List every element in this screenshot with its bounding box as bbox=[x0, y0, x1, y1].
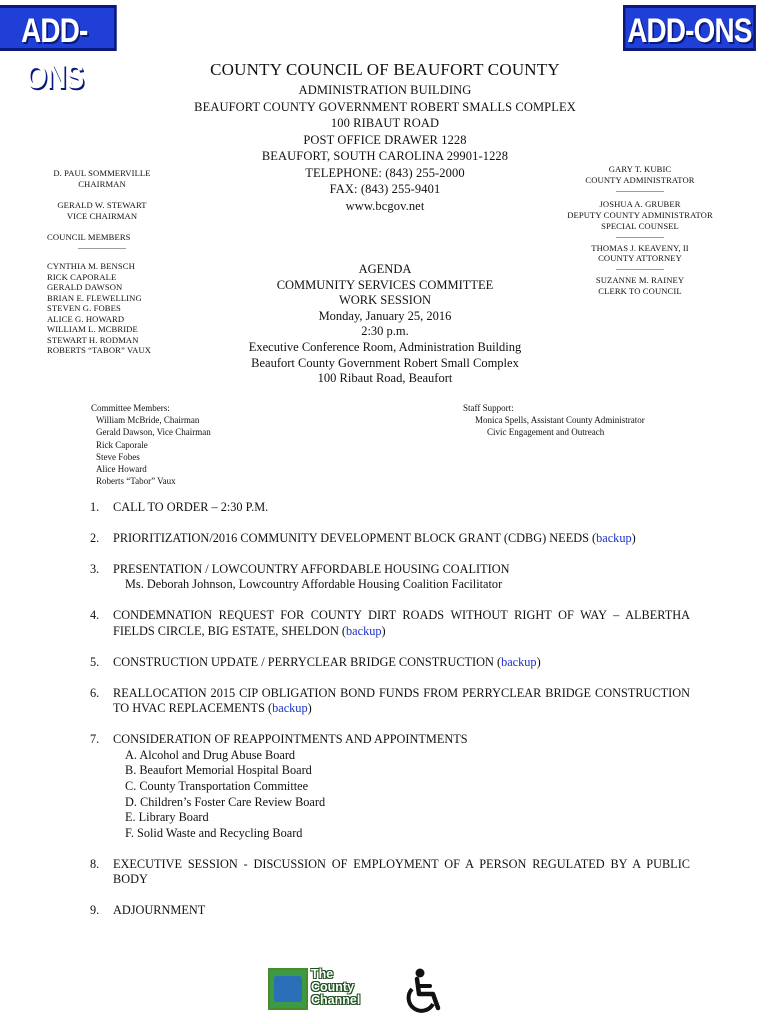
deputy-title: DEPUTY COUNTY ADMINISTRATOR bbox=[567, 210, 713, 221]
item-subtext: Ms. Deborah Johnson, Lowcountry Affordable Housing Coalition Facilitator bbox=[125, 577, 503, 592]
council-roster bbox=[47, 168, 157, 356]
backup-link[interactable]: backup bbox=[272, 701, 308, 716]
add-ons-badge-left: ADD-ONS bbox=[0, 5, 117, 51]
agenda-item bbox=[90, 562, 690, 593]
meeting-complex: Beaufort County Government Robert Small Complex bbox=[251, 355, 519, 370]
appointment-board: D. Children’s Foster Care Review Board bbox=[125, 794, 326, 809]
meeting-time: 2:30 p.m. bbox=[361, 324, 409, 339]
committee-member: William McBride, Chairman bbox=[96, 415, 200, 426]
item-number: 2. bbox=[90, 530, 100, 545]
agenda-item bbox=[90, 608, 690, 639]
deputy-name: JOSHUA A. GRUBER bbox=[599, 199, 681, 210]
agenda-item bbox=[90, 500, 690, 516]
appointment-board: A. Alcohol and Drug Abuse Board bbox=[125, 747, 296, 762]
divider: —————— bbox=[78, 242, 126, 252]
divider: —————— bbox=[616, 231, 664, 241]
item-text-close: ) bbox=[631, 530, 636, 545]
council-members-label: COUNCIL MEMBERS bbox=[47, 232, 131, 242]
vice-chairman-title: VICE CHAIRMAN bbox=[66, 210, 138, 221]
meeting-room: Executive Conference Room, Administration Building bbox=[248, 339, 522, 354]
staff-roster bbox=[555, 164, 725, 297]
chairman-name: D. PAUL SOMMERVILLE bbox=[53, 168, 151, 178]
deputy-title-2: SPECIAL COUNSEL bbox=[601, 220, 679, 231]
item-text: EXECUTIVE SESSION - DISCUSSION OF EMPLOYMENT OF A PERSON REGULATED BY A PUBLIC BODY bbox=[113, 856, 690, 887]
channel-word: Channel bbox=[311, 993, 361, 1007]
item-number: 1. bbox=[90, 500, 100, 514]
council-member: WILLIAM L. MCBRIDE bbox=[47, 324, 138, 334]
item-text: CONDEMNATION REQUEST FOR COUNTY DIRT ROADS WITHOUT RIGHT OF WAY – ALBERTHA FIELDS CIRCLE, BIG ESTATE, SHELDON ( bbox=[113, 608, 690, 638]
chairman-title: CHAIRMAN bbox=[78, 178, 126, 189]
letterhead bbox=[160, 60, 610, 214]
committee-member: Steve Fobes bbox=[96, 451, 140, 462]
item-number: 6. bbox=[90, 685, 100, 700]
staff-support bbox=[463, 402, 645, 439]
staff-line: Civic Engagement and Outreach bbox=[487, 427, 605, 438]
item-text: PRIORITIZATION/2016 COMMUNITY DEVELOPMENT BLOCK GRANT (CDBG) NEEDS ( bbox=[113, 530, 597, 545]
council-member: ROBERTS “TABOR” VAUX bbox=[47, 345, 152, 355]
telephone: TELEPHONE: (843) 255-2000 bbox=[305, 165, 465, 180]
agenda-heading bbox=[200, 262, 570, 387]
item-text: ADJOURNMENT bbox=[113, 903, 206, 918]
item-text-close: ) bbox=[381, 623, 386, 638]
council-member: RICK CAPORALE bbox=[47, 271, 117, 282]
wheelchair-icon bbox=[400, 968, 452, 1016]
item-number: 5. bbox=[90, 654, 100, 669]
appointment-board: B. Beaufort Memorial Hospital Board bbox=[125, 763, 312, 778]
address-line: BEAUFORT COUNTY GOVERNMENT ROBERT SMALLS COMPLEX bbox=[194, 99, 576, 114]
committee-member: Gerald Dawson, Vice Chairman bbox=[96, 427, 211, 438]
website-link[interactable]: www.bcgov.net bbox=[345, 198, 425, 213]
county-channel-logo-icon bbox=[268, 968, 308, 1010]
agenda-item bbox=[90, 903, 690, 919]
item-text: CALL TO ORDER – 2:30 P.M. bbox=[113, 500, 269, 514]
committee-name: COMMUNITY SERVICES COMMITTEE bbox=[276, 277, 494, 292]
item-number: 3. bbox=[90, 561, 100, 576]
item-text-close: ) bbox=[536, 654, 541, 669]
staff-line: Monica Spells, Assistant County Administrator bbox=[475, 415, 645, 426]
item-text: CONSTRUCTION UPDATE / PERRYCLEAR BRIDGE CONSTRUCTION ( bbox=[113, 654, 502, 669]
session-type: WORK SESSION bbox=[338, 293, 432, 308]
address-line: BEAUFORT, SOUTH CAROLINA 29901-1228 bbox=[261, 149, 509, 163]
meeting-date: Monday, January 25, 2016 bbox=[318, 308, 452, 323]
add-ons-badge-right: ADD-ONS bbox=[623, 5, 756, 51]
council-member: CYNTHIA M. BENSCH bbox=[47, 261, 135, 271]
address-line: ADMINISTRATION BUILDING bbox=[298, 83, 472, 97]
backup-link[interactable]: backup bbox=[596, 530, 632, 545]
appointment-board: F. Solid Waste and Recycling Board bbox=[125, 825, 303, 840]
item-text: PRESENTATION / LOWCOUNTRY AFFORDABLE HOUSING COALITION bbox=[113, 561, 510, 576]
agenda-label: AGENDA bbox=[358, 262, 412, 276]
clerk-title: CLERK TO COUNCIL bbox=[598, 285, 682, 296]
administrator-name: GARY T. KUBIC bbox=[608, 164, 672, 174]
channel-word: County bbox=[311, 980, 355, 994]
committee-member: Alice Howard bbox=[96, 464, 147, 475]
channel-word: The bbox=[311, 967, 334, 981]
committee-member: Roberts “Tabor” Vaux bbox=[96, 476, 176, 487]
item-text: CONSIDERATION OF REAPPOINTMENTS AND APPOINTMENTS bbox=[113, 732, 468, 747]
address-line: POST OFFICE DRAWER 1228 bbox=[303, 132, 467, 147]
clerk-name: SUZANNE M. RAINEY bbox=[595, 274, 685, 285]
staff-label: Staff Support: bbox=[463, 403, 514, 413]
divider: —————— bbox=[616, 185, 664, 195]
item-text: REALLOCATION 2015 CIP OBLIGATION BOND FUNDS FROM PERRYCLEAR BRIDGE CONSTRUCTION TO HVAC REPLACEMENTS ( bbox=[113, 685, 690, 716]
item-number: 7. bbox=[90, 732, 100, 747]
backup-link[interactable]: backup bbox=[346, 623, 382, 638]
council-member: BRIAN E. FLEWELLING bbox=[47, 292, 142, 303]
item-number: 4. bbox=[90, 608, 100, 623]
attorney-name: THOMAS J. KEAVENY, II bbox=[591, 242, 689, 253]
item-number: 9. bbox=[90, 903, 100, 918]
committee-label: Committee Members: bbox=[91, 403, 170, 413]
agenda-item bbox=[90, 857, 690, 888]
agenda-items bbox=[90, 500, 690, 934]
appointment-board: C. County Transportation Committee bbox=[125, 778, 309, 793]
agenda-item bbox=[90, 655, 690, 671]
council-title: COUNTY COUNCIL OF BEAUFORT COUNTY bbox=[210, 60, 560, 79]
item-text-close: ) bbox=[307, 701, 312, 716]
agenda-item bbox=[90, 531, 690, 547]
meeting-address: 100 Ribaut Road, Beaufort bbox=[317, 371, 453, 386]
backup-link[interactable]: backup bbox=[501, 654, 537, 669]
agenda-item bbox=[90, 686, 690, 717]
committee-members bbox=[91, 402, 211, 487]
vice-chairman-name: GERALD W. STEWART bbox=[57, 200, 147, 210]
divider: —————— bbox=[616, 264, 664, 274]
item-number: 8. bbox=[90, 856, 100, 871]
appointment-board: E. Library Board bbox=[125, 810, 209, 825]
attorney-title: COUNTY ATTORNEY bbox=[598, 253, 682, 264]
committee-member: Rick Caporale bbox=[96, 439, 148, 450]
council-member: STEWART H. RODMAN bbox=[47, 334, 139, 345]
fax: FAX: (843) 255-9401 bbox=[329, 182, 441, 196]
address-line: 100 RIBAUT ROAD bbox=[330, 116, 440, 130]
council-member: STEVEN G. FOBES bbox=[47, 303, 121, 313]
council-member: ALICE G. HOWARD bbox=[47, 313, 125, 324]
agenda-item bbox=[90, 732, 690, 841]
county-channel-wordmark bbox=[311, 968, 360, 1007]
administrator-title: COUNTY ADMINISTRATOR bbox=[585, 174, 695, 185]
council-member: GERALD DAWSON bbox=[47, 282, 123, 292]
